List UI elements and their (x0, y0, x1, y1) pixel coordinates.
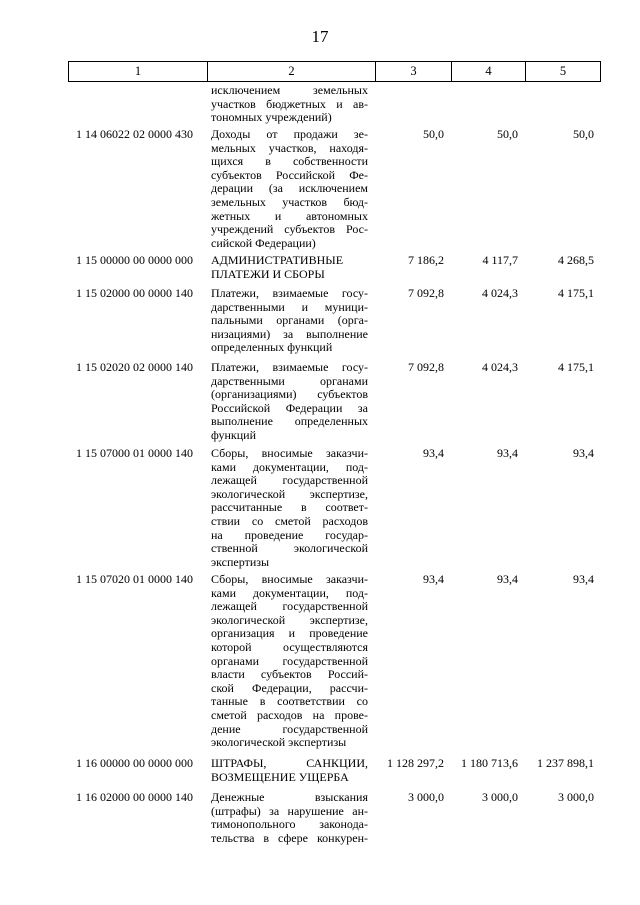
description-line: субъектов Российской Фе- (211, 167, 368, 182)
budget-code: 1 16 02000 00 0000 140 (76, 790, 193, 804)
value-col-5: 93,4 (573, 446, 594, 460)
description-line: экологической экспертизе, (211, 486, 368, 501)
description-line: ШТРАФЫ, САНКЦИИ, (211, 756, 368, 770)
budget-code: 1 15 00000 00 0000 000 (76, 253, 193, 267)
value-col-4: 93,4 (497, 446, 518, 460)
column-header-3: 3 (375, 62, 451, 81)
budget-code: 1 15 02020 02 0000 140 (76, 360, 193, 374)
description-line: ственной экологической (211, 541, 368, 556)
description-line: дарственными и муници- (211, 299, 368, 314)
description-line: Денежные взыскания (211, 790, 368, 804)
value-col-4: 3 000,0 (482, 790, 518, 804)
description-line: лежащей государственной (211, 599, 368, 614)
description-line: ствии со сметой расходов (211, 514, 368, 528)
description-line: экологической экспертизы (211, 735, 347, 750)
budget-code: 1 15 07000 01 0000 140 (76, 446, 193, 460)
description-line: земельных участков бюд- (211, 195, 368, 209)
budget-code: 1 15 07020 01 0000 140 (76, 572, 193, 586)
description-line: власти субъектов Россий- (211, 667, 368, 682)
value-col-3: 7 186,2 (408, 253, 444, 267)
description-line: щихся в собственности (211, 154, 368, 169)
description-line: органами государственной (211, 653, 368, 668)
value-col-3: 1 128 297,2 (387, 756, 444, 770)
description-line: рассчитанные в соответ- (211, 500, 368, 515)
description-line: сийской Федерации) (211, 235, 316, 250)
description-line: дерации (за исключением (211, 181, 368, 196)
column-header-4: 4 (451, 62, 525, 81)
description-line: пальными органами (орга- (211, 313, 368, 328)
budget-code: 1 15 02000 00 0000 140 (76, 286, 193, 300)
description-line: лежащей государственной (211, 473, 368, 488)
value-col-5: 4 175,1 (558, 360, 594, 374)
column-header-2: 2 (207, 62, 375, 81)
description-line: жетных и автономных (211, 208, 368, 223)
value-col-4: 1 180 713,6 (461, 756, 518, 770)
value-col-3: 93,4 (423, 572, 444, 586)
description-line: сметой расходов на прове- (211, 708, 368, 722)
description-line: ПЛАТЕЖИ И СБОРЫ (211, 266, 325, 281)
value-col-3: 7 092,8 (408, 286, 444, 300)
description-line: (штрафы) за нарушение ан- (211, 803, 368, 818)
description-line: (организациями) субъектов (211, 387, 368, 402)
value-col-5: 50,0 (573, 127, 594, 141)
value-col-3: 93,4 (423, 446, 444, 460)
column-header-1: 1 (134, 64, 142, 78)
description-line: функций (211, 428, 256, 442)
description-line: ками документации, под- (211, 459, 368, 474)
description-line: на проведение государ- (211, 527, 368, 542)
value-col-5: 1 237 898,1 (537, 756, 594, 770)
description-line: исключением земельных (211, 83, 368, 97)
value-col-3: 50,0 (423, 127, 444, 141)
description-line: тельства в сфере конкурен- (211, 830, 368, 845)
value-col-4: 93,4 (497, 572, 518, 586)
value-col-5: 93,4 (573, 572, 594, 586)
value-col-4: 50,0 (497, 127, 518, 141)
value-col-4: 4 024,3 (482, 286, 518, 300)
value-col-4: 4 024,3 (482, 360, 518, 374)
description-line: участков бюджетных и ав- (211, 96, 368, 111)
description-line: мельных участков, находя- (211, 140, 368, 155)
description-line: ками документации, под- (211, 585, 368, 600)
value-col-5: 4 268,5 (558, 253, 594, 267)
page-number: 17 (311, 27, 329, 46)
description-line: Платежи, взимаемые госу- (211, 286, 368, 300)
description-line: организация и проведение (211, 626, 368, 641)
description-line: выполнение определенных (211, 414, 368, 429)
description-line: экологической экспертизе, (211, 612, 368, 627)
description-line: тимонопольного законода- (211, 817, 368, 832)
budget-code: 1 16 00000 00 0000 000 (76, 756, 193, 770)
description-line: экспертизы (211, 554, 270, 569)
description-line: низациями) за выполнение (211, 326, 368, 341)
value-col-5: 4 175,1 (558, 286, 594, 300)
description-line: танные в соответствии со (211, 694, 368, 709)
description-line: учреждений субъектов Рос- (211, 222, 368, 237)
description-line: ской Федерации, рассчи- (211, 680, 368, 695)
description-line: Сборы, вносимые заказчи- (211, 572, 368, 586)
column-header-5: 5 (525, 62, 600, 81)
description-line: которой осуществляются (211, 640, 368, 654)
description-line: ВОЗМЕЩЕНИЕ УЩЕРБА (211, 769, 349, 784)
value-col-3: 7 092,8 (408, 360, 444, 374)
value-col-3: 3 000,0 (408, 790, 444, 804)
description-line: дение государственной (211, 721, 368, 736)
value-col-5: 3 000,0 (558, 790, 594, 804)
description-line: тономных учреждений) (211, 110, 332, 125)
description-line: дарственными органами (211, 373, 368, 388)
budget-code: 1 14 06022 02 0000 430 (76, 127, 193, 141)
description-line: Сборы, вносимые заказчи- (211, 446, 368, 460)
value-col-4: 4 117,7 (482, 253, 518, 267)
description-line: определенных функций (211, 340, 333, 355)
table-header-row (68, 61, 601, 82)
description-line: АДМИНИСТРАТИВНЫЕ (211, 253, 344, 267)
description-line: Российской Федерации за (211, 400, 368, 415)
description-line: Доходы от продажи зе- (211, 127, 368, 141)
description-line: Платежи, взимаемые госу- (211, 360, 368, 374)
